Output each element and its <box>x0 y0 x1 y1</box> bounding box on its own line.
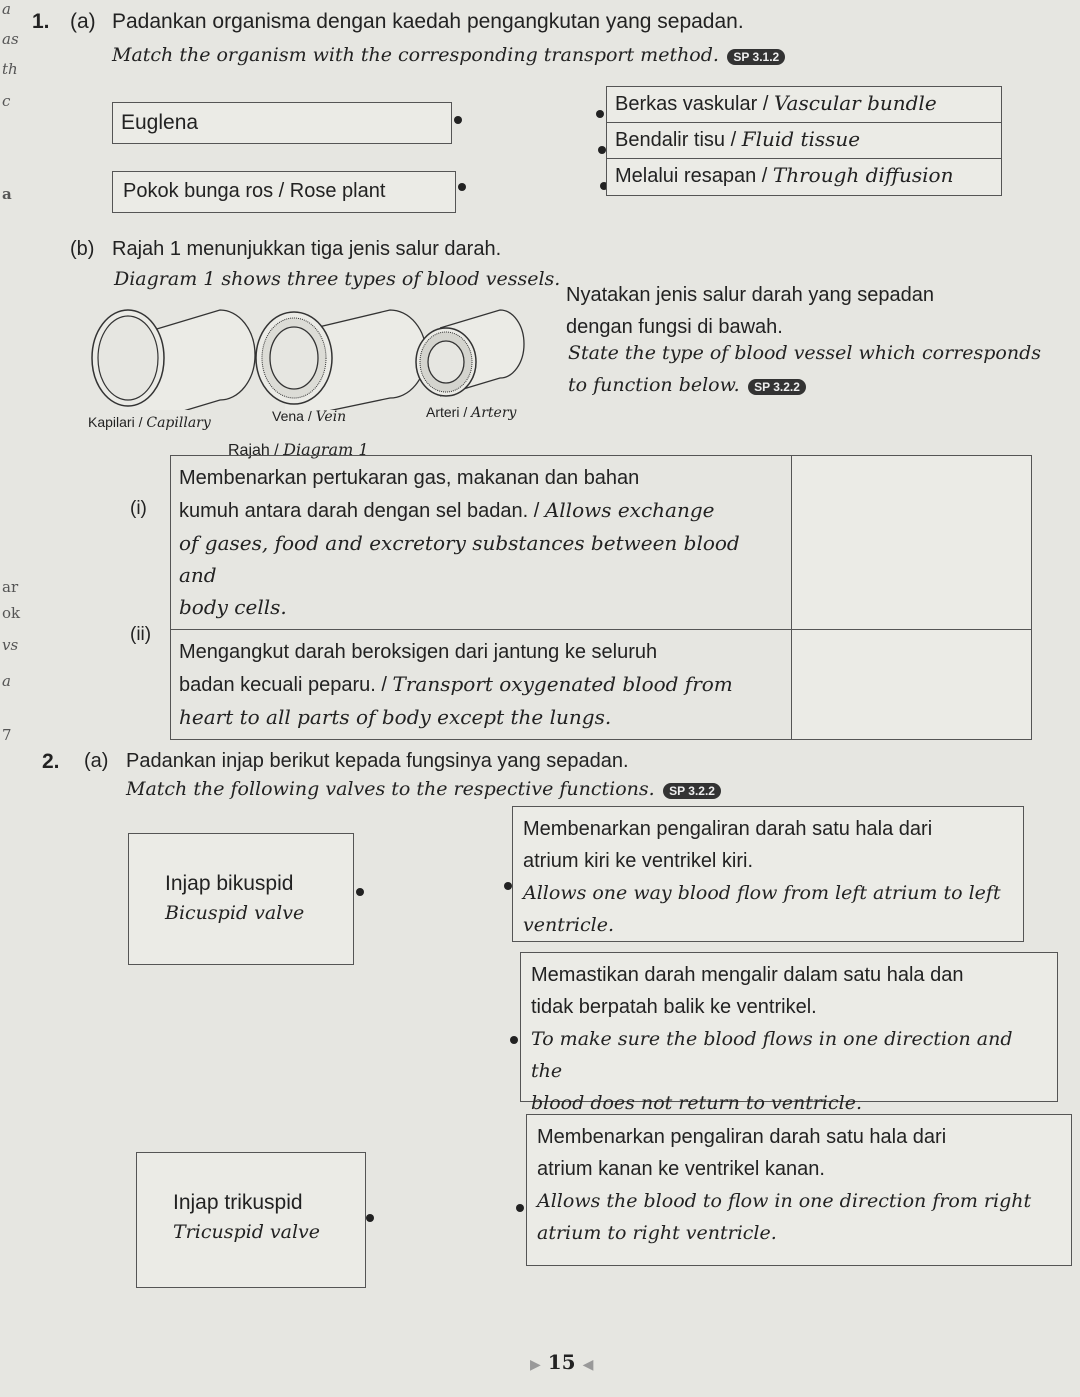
match-dot[interactable] <box>504 882 512 890</box>
question-2-number: 2. <box>42 750 60 773</box>
answer-cell-ii[interactable] <box>792 630 1032 740</box>
function-ii-label: (ii) <box>130 624 152 645</box>
q1a-instruction-en-line <box>112 44 785 66</box>
q1b-text-ms: Rajah 1 menunjukkan tiga jenis salur darah. <box>112 238 502 260</box>
transport-method-table <box>606 86 1002 196</box>
q1b-instruction-ms-1: Nyatakan jenis salur darah yang sepadan <box>566 284 935 306</box>
match-dot[interactable] <box>596 110 604 118</box>
triangle-right-icon: ▶ <box>530 1357 541 1373</box>
sp-code-badge: SP 3.1.2 <box>727 49 785 65</box>
organism-label: Pokok bunga ros / Rose plant <box>123 180 386 202</box>
q1b-text-en: Diagram 1 shows three types of blood vessels. <box>114 268 561 290</box>
organism-label: Euglena <box>121 111 199 134</box>
q1b-label: (b) <box>70 238 95 260</box>
margin-fragment: th <box>2 60 18 78</box>
q1a-instruction-en: Match the organism with the corresponding transport method. <box>112 44 719 66</box>
label-capillary: Kapilari / Capillary <box>88 414 211 431</box>
margin-fragment: a <box>2 672 11 690</box>
valve-tricuspid[interactable]: Injap trikuspid Tricuspid valve <box>136 1152 366 1288</box>
page-number: 15 <box>547 1350 576 1374</box>
answer-cell-i[interactable] <box>792 456 1032 630</box>
match-dot[interactable] <box>516 1204 524 1212</box>
blood-vessel-diagram <box>90 300 530 410</box>
page-number-row <box>530 1350 593 1374</box>
method-through-diffusion[interactable]: Melalui resapan / Through diffusion <box>615 163 954 187</box>
match-dot[interactable] <box>458 183 466 191</box>
organism-rose-plant[interactable] <box>112 171 456 213</box>
sp-code-badge: SP 3.2.2 <box>663 783 721 799</box>
q2a-instruction-ms: Padankan injap berikut kepada fungsinya yang sepadan. <box>126 750 629 772</box>
valve-function-2[interactable]: Memastikan darah mengalir dalam satu hala dan tidak berpatah balik ke ventrikel. To make sure the blood flows in one direction and the blood does not return to ventricle. <box>520 952 1058 1102</box>
q1b-instruction-en-2: to function below. <box>568 374 740 396</box>
q2a-instruction-en: Match the following valves to the respective functions. <box>126 778 655 800</box>
artery-drawing <box>416 310 524 396</box>
capillary-drawing <box>92 310 255 410</box>
q1a-label: (a) <box>70 10 96 33</box>
match-dot[interactable] <box>366 1214 374 1222</box>
match-dot[interactable] <box>510 1036 518 1044</box>
margin-fragment: c <box>2 92 11 110</box>
margin-fragment: as <box>2 30 19 48</box>
sp-code-badge: SP 3.2.2 <box>748 379 806 395</box>
label-artery: Arteri / Artery <box>426 404 517 421</box>
q2a-label: (a) <box>84 750 109 772</box>
valve-function-1[interactable]: Membenarkan pengaliran darah satu hala dari atrium kiri ke ventrikel kiri. Allows one way blood flow from left atrium to left ventricle. <box>512 806 1024 942</box>
match-dot[interactable] <box>598 146 606 154</box>
function-i-text: Membenarkan pertukaran gas, makanan dan bahan kumuh antara darah dengan sel badan. / Allows exchange of gases, food and excretory substances between blood and body cells. <box>171 456 792 630</box>
margin-fragment: 7 <box>2 726 12 744</box>
triangle-left-icon: ◀ <box>582 1357 594 1373</box>
table-row <box>171 456 1032 630</box>
question-1-number: 1. <box>32 10 50 33</box>
match-dot[interactable] <box>356 888 364 896</box>
q1b-instruction-en-1: State the type of blood vessel which corresponds <box>568 342 1042 364</box>
margin-fragment: ok <box>2 604 21 622</box>
margin-fragment: a <box>2 0 11 18</box>
vein-drawing <box>256 310 426 410</box>
table-row <box>171 630 1032 740</box>
label-vein: Vena / Vein <box>272 408 347 425</box>
method-fluid-tissue[interactable]: Bendalir tisu / Fluid tissue <box>607 123 1001 159</box>
match-dot[interactable] <box>454 116 462 124</box>
vessel-function-table <box>170 455 1032 740</box>
diagram-caption: Rajah / Diagram 1 <box>228 440 369 459</box>
margin-fragment: a <box>2 185 12 203</box>
margin-fragment: ar <box>2 578 19 596</box>
method-vascular-bundle[interactable]: Berkas vaskular / Vascular bundle <box>607 87 1001 123</box>
organism-euglena[interactable] <box>112 102 452 144</box>
q1a-instruction-ms: Padankan organisma dengan kaedah pengangkutan yang sepadan. <box>112 10 744 33</box>
q1b-instruction-en-line <box>568 374 806 396</box>
function-ii-text: Mengangkut darah beroksigen dari jantung ke seluruh badan kecuali peparu. / Transport oxygenated blood from heart to all parts of body except the lungs. <box>171 630 792 740</box>
valve-function-3[interactable]: Membenarkan pengaliran darah satu hala dari atrium kanan ke ventrikel kanan. Allows the blood to flow in one direction from right atrium to right ventricle. <box>526 1114 1072 1266</box>
function-i-label: (i) <box>130 498 147 519</box>
q1b-instruction-ms-2: dengan fungsi di bawah. <box>566 316 783 338</box>
valve-bicuspid[interactable]: Injap bikuspid Bicuspid valve <box>128 833 354 965</box>
margin-fragment: vs <box>2 636 19 654</box>
q2a-instruction-en-line <box>126 778 721 800</box>
